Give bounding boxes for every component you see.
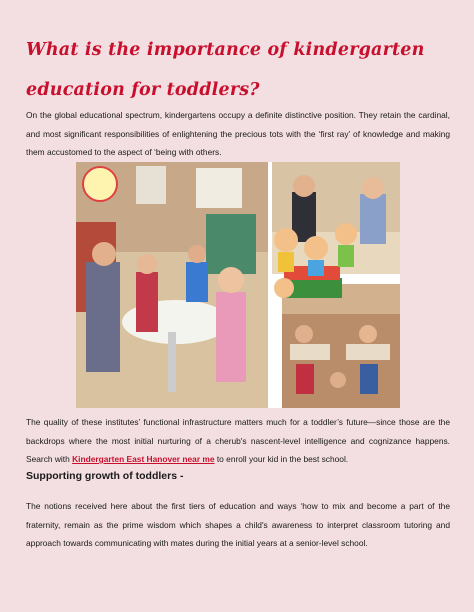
school-logo-icon xyxy=(82,166,118,202)
cartoon-kids-illustration xyxy=(254,218,366,314)
section-heading: Supporting growth of toddlers - xyxy=(26,470,184,482)
growth-paragraph: The notions received here about the first tiers of education and ways ‘how to mix and become a part of the fraternity, remain as the prime wisdom which shapes a child's awareness to interpret classroom tutoring and approach towards communicating with mates during the initial years at a senior-level school. xyxy=(26,501,450,548)
kindergarten-search-link[interactable]: Kindergarten East Hanover near me xyxy=(72,454,215,464)
infrastructure-paragraph xyxy=(26,413,450,469)
intro-paragraph: On the global educational spectrum, kindergartens occupy a definite distinctive position. They retain the cardinal, and most significant responsibilities of enlightening the precious tots with the ‘first ray’ of knowledge and making them accustomed to the aspect of ‘being with others. xyxy=(26,110,450,157)
classroom-photo-collage xyxy=(76,162,400,408)
paragraph-text: The quality of these institutes’ functional infrastructure matters much for a toddler’s future—since those are the backdrops where the most initial nurturing of a cherub's nascent-level intelligence and cognizance happens. Search with xyxy=(26,417,450,464)
paragraph-text-end: to enroll your kid in the best school. xyxy=(214,454,349,464)
page-title: What is the importance of kindergarten education for toddlers? xyxy=(26,40,425,100)
